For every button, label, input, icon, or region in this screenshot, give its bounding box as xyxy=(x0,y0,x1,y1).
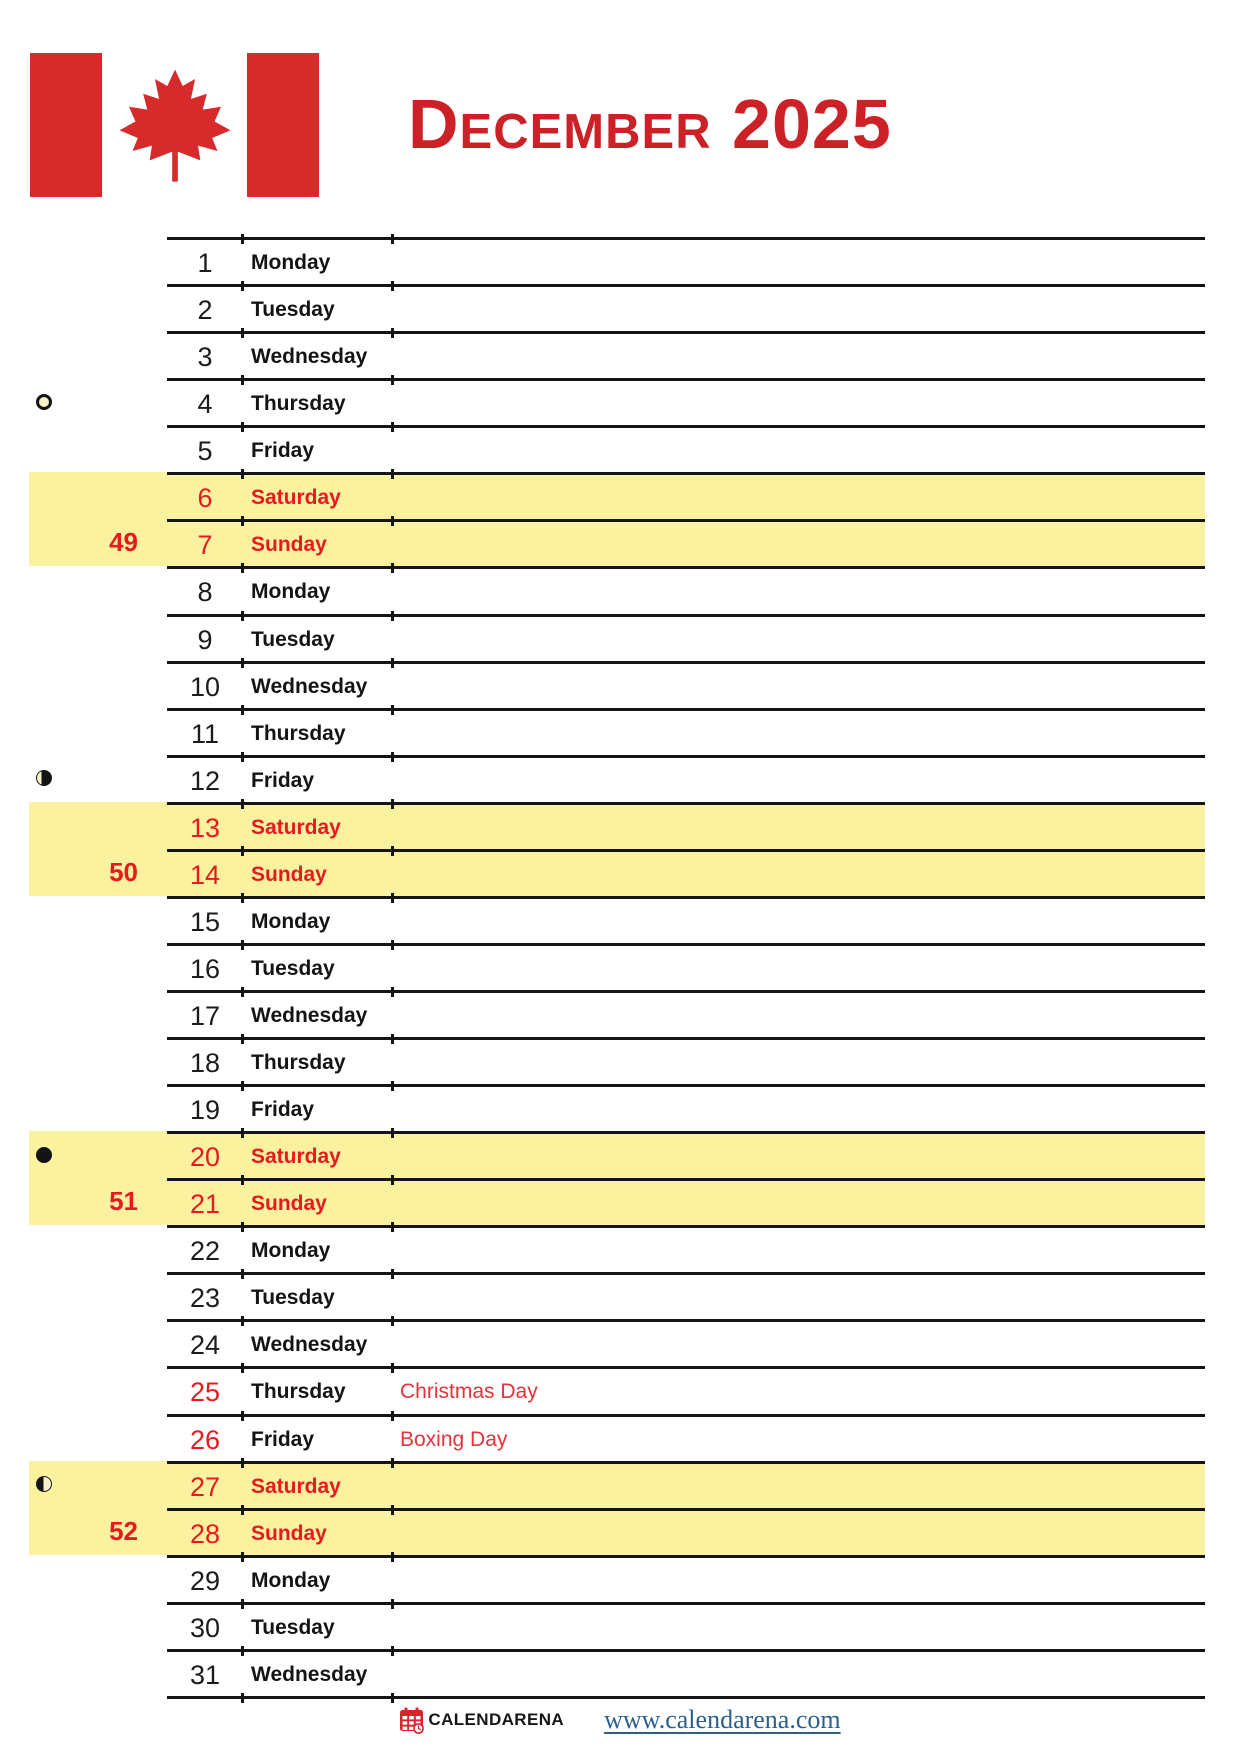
day-name: Sunday xyxy=(251,533,327,557)
date-number: 27 xyxy=(189,1471,221,1502)
day-name: Saturday xyxy=(251,486,341,510)
column-tick xyxy=(391,234,394,244)
column-tick xyxy=(391,422,394,432)
day-name: Tuesday xyxy=(251,1286,335,1310)
column-tick xyxy=(391,516,394,526)
column-tick xyxy=(391,1081,394,1091)
column-tick xyxy=(391,1316,394,1326)
date-number: 22 xyxy=(189,1236,221,1267)
column-tick xyxy=(391,1128,394,1138)
day-name: Monday xyxy=(251,1239,331,1263)
day-name: Saturday xyxy=(251,1474,341,1498)
holiday-label: Christmas Day xyxy=(400,1380,538,1404)
column-tick xyxy=(391,705,394,715)
calendar-row-14 xyxy=(167,849,1205,896)
week-number: 51 xyxy=(109,1186,138,1217)
calendar-row-19 xyxy=(167,1084,1205,1131)
column-tick xyxy=(391,375,394,385)
date-number: 5 xyxy=(197,436,213,467)
day-name: Wednesday xyxy=(251,674,368,698)
day-name: Monday xyxy=(251,1568,331,1592)
column-tick xyxy=(391,799,394,809)
calendar-row-17 xyxy=(167,990,1205,1037)
date-number: 20 xyxy=(189,1142,221,1173)
date-number: 28 xyxy=(189,1518,221,1549)
column-tick xyxy=(391,1411,394,1421)
page-title: December 2025 xyxy=(408,85,892,163)
calendar-row-31 xyxy=(167,1649,1205,1696)
date-number: 6 xyxy=(197,483,213,514)
calendar-row-6 xyxy=(167,472,1205,519)
date-number: 9 xyxy=(197,624,213,655)
day-name: Wednesday xyxy=(251,1004,368,1027)
calendar-row-4 xyxy=(167,378,1205,425)
day-name: Friday xyxy=(251,439,315,463)
calendar-row-3 xyxy=(167,331,1205,378)
column-tick xyxy=(391,469,394,479)
calendar-row-25 xyxy=(167,1366,1205,1413)
holiday-label: Boxing Day xyxy=(400,1427,508,1451)
calendar-row-30 xyxy=(167,1602,1205,1649)
column-tick xyxy=(391,1363,394,1373)
column-tick xyxy=(391,328,394,338)
date-number: 13 xyxy=(189,812,221,843)
website-link[interactable]: www.calendarena.com xyxy=(604,1705,841,1734)
moon-first-quarter-icon xyxy=(36,1476,52,1492)
day-name: Tuesday xyxy=(251,1615,335,1639)
day-name: Saturday xyxy=(251,1145,341,1169)
day-name: Wednesday xyxy=(251,1333,368,1357)
date-number: 11 xyxy=(190,718,220,749)
column-tick xyxy=(391,611,394,621)
brand-name: CALENDARENA xyxy=(428,1710,565,1729)
column-tick xyxy=(391,752,394,762)
day-name: Thursday xyxy=(251,721,346,745)
day-name: Sunday xyxy=(251,1192,327,1216)
date-number: 31 xyxy=(189,1659,221,1690)
week-number: 52 xyxy=(109,1515,138,1546)
date-number: 7 xyxy=(197,530,213,561)
date-number: 12 xyxy=(189,765,221,796)
date-number: 23 xyxy=(189,1283,221,1314)
calendar-clock-icon xyxy=(399,1707,425,1734)
date-number: 17 xyxy=(189,1001,221,1031)
moon-last-quarter-icon xyxy=(36,770,52,786)
column-tick xyxy=(391,1646,394,1656)
calendar-row-2 xyxy=(167,284,1205,331)
calendar-row-8 xyxy=(167,566,1205,613)
day-name: Tuesday xyxy=(251,956,335,980)
day-name: Monday xyxy=(251,580,331,604)
calendar-row-26 xyxy=(167,1414,1205,1461)
date-number: 19 xyxy=(189,1095,221,1126)
date-number: 24 xyxy=(189,1330,221,1361)
calendar-row-11 xyxy=(167,708,1205,755)
day-name: Saturday xyxy=(251,815,341,839)
calendar-row-9 xyxy=(167,614,1205,661)
day-name: Tuesday xyxy=(251,627,335,651)
day-name: Sunday xyxy=(251,1521,327,1545)
date-number: 26 xyxy=(189,1424,221,1455)
day-name: Friday xyxy=(251,1427,315,1451)
canada-flag xyxy=(30,53,319,197)
day-name: Wednesday xyxy=(251,345,368,369)
calendar-row-16 xyxy=(167,943,1205,990)
calendar-row-28 xyxy=(167,1508,1205,1555)
calendar-row-23 xyxy=(167,1272,1205,1319)
column-tick xyxy=(391,940,394,950)
calendar-row-21 xyxy=(167,1178,1205,1225)
calendar-row-15 xyxy=(167,896,1205,943)
day-name: Wednesday xyxy=(251,1662,368,1686)
column-tick xyxy=(391,1552,394,1562)
date-number: 3 xyxy=(197,342,213,373)
calendar-row-24 xyxy=(167,1319,1205,1366)
calendar-row-18 xyxy=(167,1037,1205,1084)
date-number: 21 xyxy=(189,1189,221,1220)
date-number: 1 xyxy=(197,248,213,278)
day-name: Friday xyxy=(251,1098,315,1122)
calendar-row-10 xyxy=(167,661,1205,708)
column-tick xyxy=(391,1505,394,1515)
calendar-row-5 xyxy=(167,425,1205,472)
moon-new-icon xyxy=(36,1147,52,1163)
column-tick xyxy=(391,893,394,903)
week-number: 49 xyxy=(109,527,138,558)
day-name: Friday xyxy=(251,768,315,792)
column-tick xyxy=(391,658,394,668)
column-tick xyxy=(391,1458,394,1468)
column-tick xyxy=(391,1034,394,1044)
day-name: Monday xyxy=(251,909,331,933)
day-name: Sunday xyxy=(251,862,327,886)
moon-full-icon xyxy=(36,394,52,410)
date-number: 2 xyxy=(197,295,213,326)
calendar-row-22 xyxy=(167,1225,1205,1272)
date-number: 10 xyxy=(189,671,221,702)
date-number: 29 xyxy=(189,1565,221,1596)
date-number: 4 xyxy=(197,389,213,420)
day-name: Monday xyxy=(251,251,331,274)
date-number: 8 xyxy=(197,577,213,608)
date-number: 14 xyxy=(189,859,221,890)
column-tick xyxy=(391,846,394,856)
day-name: Thursday xyxy=(251,1380,346,1404)
calendar-row-12 xyxy=(167,755,1205,802)
flag-left-bar xyxy=(30,53,102,197)
maple-leaf-icon xyxy=(116,61,234,189)
column-tick xyxy=(391,1175,394,1185)
date-number: 30 xyxy=(189,1612,221,1643)
flag-middle xyxy=(102,53,247,197)
column-tick xyxy=(391,1599,394,1609)
day-name: Thursday xyxy=(251,1051,346,1074)
calendar-row-27 xyxy=(167,1461,1205,1508)
column-tick xyxy=(391,987,394,997)
calendar-row-29 xyxy=(167,1555,1205,1602)
flag-right-bar xyxy=(247,53,319,197)
date-number: 16 xyxy=(189,953,221,984)
brand xyxy=(399,1707,564,1734)
column-tick xyxy=(391,1269,394,1279)
column-tick xyxy=(391,281,394,291)
day-name: Tuesday xyxy=(251,298,335,322)
date-number: 15 xyxy=(189,906,221,937)
date-number: 25 xyxy=(189,1377,221,1408)
column-tick xyxy=(391,563,394,573)
footer xyxy=(0,1698,1240,1742)
date-number: 18 xyxy=(189,1048,221,1078)
calendar-row-13 xyxy=(167,802,1205,849)
calendar-row-7 xyxy=(167,519,1205,566)
day-name: Thursday xyxy=(251,392,346,416)
calendar-row-1 xyxy=(167,237,1205,284)
calendar-row-20 xyxy=(167,1131,1205,1178)
week-number: 50 xyxy=(109,856,138,887)
column-tick xyxy=(391,1222,394,1232)
